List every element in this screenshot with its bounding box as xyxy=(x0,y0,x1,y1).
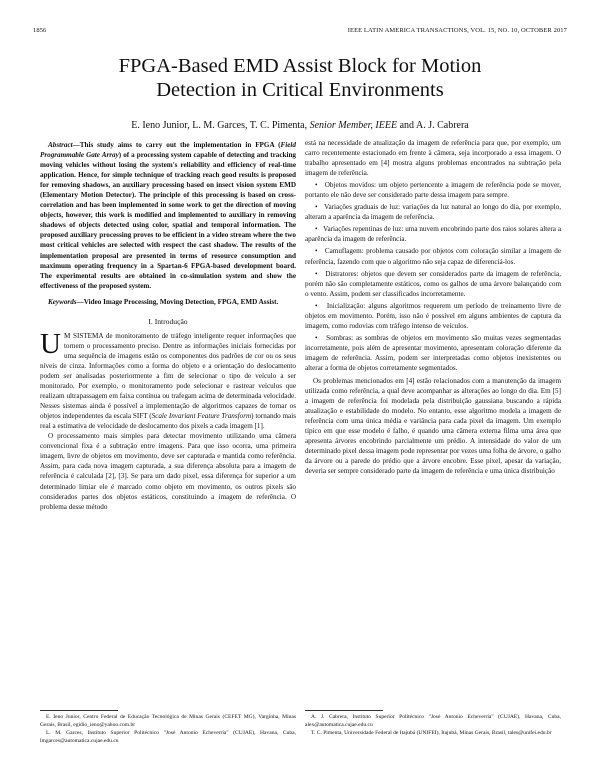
bullet-text: Camuflagem: problema causado por objetos com coloração similar a imagem de referência, fazendo com que o algoritmo não seja capaz de diferenciá-los. xyxy=(305,247,561,266)
authors-part-2: and A. J. Cabrera xyxy=(399,120,469,131)
right-paragraph-1: está na necessidade de atualização da imagem de referência para que, por exemplo, um carro recentemente estacionado em frente à câmera, seja incorporado a essa imagem. O trabalho apresentado em [4] mostra alguns problemas encontrados na subtração pela imagem de referência. xyxy=(305,139,561,178)
bullet-text: Inicialização: alguns algoritmos requerem um período de treinamento livre de objetos em movimento. Porém, isso não é possível em alguns ambientes de captura da imagem, como rodovias com tráfego intenso de veículos. xyxy=(305,301,561,330)
keywords-label: Keywords— xyxy=(48,297,84,306)
abstract-text-1: This study aims to carry out the implementation in FPGA ( xyxy=(79,141,281,149)
footnote-author-affiliation: L. M. Garces, Instituto Superior Politécnico "José Antonio Echeverría" (CUJAE), Havana, Cuba, lmgarces@automatica.cujae.edu.cu xyxy=(40,730,296,744)
bullet-item: • Sombras: as sombras de objetos em movimento são muitas vezes segmentadas incorretamente, pois além de apresentar movimento, apresentam coloração diferente da imagem de referência. Assim, podem ser interpretadas como objetos inexistentes ou alterar a forma de objetos corretamente segmentados. xyxy=(305,333,562,372)
intro-p1-text-a: M SISTEMA de monitoramento de tráfego inteligente requer informações que tornem o processamento preciso. Dentre as informações iniciais fornecidas por uma sequência de imagens estão os componentes dos padrões de cor ou os seus níveis de cinza. Informações como a forma do objeto e a orientação do deslocamento podem ser analisadas posteriormente a fim de selecionar o tipo de veículo a ser monitorado. Por exemplo, o monitoramento pode selecionar e rastrear veículos que realizam ultrapassagem em faixa contínua ou trafegam acima de determinada velocidade. Nesses sistemas ainda é possível a implementação de algoritmos capazes de tornar os objetos independentes da escala SIFT ( xyxy=(40,331,296,421)
right-paragraph-2: Os problemas mencionados em [4] estão relacionados com a manutenção da imagem utilizada como referência, a qual deve acompanhar as alterações ao longo do dia. Em [5] a imagem de referência foi modelada pela distribuição gaussiana buscando a rápida atualização e estabilidade do modelo. No entanto, esse algoritmo modela a imagem de referência com uma única média e variância para cada pixel da imagem. Um exemplo típico em que esse modelo é falho, é quando uma câmera externa filma uma área que apresenta árvores encobrindo parcialmente um prédio. A intensidade do valor de um determinado pixel dessa imagem pode representar por vezes uma folha de árvore, o galho da árvore ou a parede do prédio que a árvore encobre. Esse pixel, apesar da variação, deveria ser sempre considerado parte da imagem de referência e uma única distribuição xyxy=(305,377,561,476)
intro-p1-text-b: ) tornando mais real a estimativa de velocidade de deslocamento dos pixels a cada imagem [1]. xyxy=(40,412,296,431)
abstract-label: Abstract— xyxy=(48,141,80,149)
bullet-item: • Camuflagem: problema causado por objetos com coloração similar a imagem de referência, fazendo com que o algoritmo não seja capaz de diferenciá-los. xyxy=(305,247,561,266)
right-column xyxy=(305,138,561,477)
bullet-text: Objetos movidos: um objeto pertencente a imagem de referência pode se mover, portanto ele não deve ser considerado parte dessa imagem para sempre. xyxy=(305,181,561,200)
footnote-rule xyxy=(305,710,383,711)
abstract-fpga-expansion: Field Programmable Gate Array xyxy=(40,141,296,160)
bullet-item: • Variações graduais de luz: variações da luz natural ao longo do dia, por exemplo, alteram a aparência da imagem de referência. xyxy=(305,203,561,222)
running-header xyxy=(33,27,567,39)
bullet-text: Distratores: objetos que devem ser considerados parte da imagem de referência, porém não são completamente estáticos, como os galhos de uma árvore balançando com o vento. Assim, podem ser classificados incorretamente. xyxy=(305,269,561,298)
keywords-text: Video Image Processing, Moving Detection, FPGA, EMD Assist. xyxy=(83,297,279,306)
footnotes-right xyxy=(305,714,561,739)
footnote-rule xyxy=(40,710,118,711)
left-column xyxy=(40,140,296,512)
bullet-item: • Objetos movidos: um objeto pertencente a imagem de referência pode se mover, portanto ele não deve ser considerado parte dessa imagem para sempre. xyxy=(305,181,561,200)
footnote-author-affiliation: T. C. Pimenta, Universidade Federal de Itajubá (UNIFEI), Itajubá, Minas Gerais, Brasil, tales@unifei.edu.br xyxy=(311,730,552,736)
abstract-text-2: ) of a processing system capable of detecting and tracking moving vehicles without losing the system's reliability and efficiency of real-time application. Hence, for simple technique of tracking reach good results is proposed for removing shadows, an auxiliary processing based on insect vision system EMD (Elementary Motion Detector). The principle of this processing is based on cross-correlation and has been implemented in some work to get the direction of moving objects, however, this work is modified and implemented to auxiliary in removing shadows of objects detected using color, spatial and temporal information. The proposed auxiliary processing proves to be efficient in a video stream where the two most critical vehicles are selected with respect the cast shadow. The results of the implementation proposal are presented in terms of resource consumption and maximum operating frequency in a Spartan-6 FPGA-based development board. The experimental results are obtained in co-simulation system and show the effectiveness of the proposed system. xyxy=(40,151,296,290)
footnotes-left xyxy=(40,714,296,746)
bullet-item: • Variações repentinas de luz: uma nuvem encobrindo parte dos raios solares altera a aparência da imagem de referência. xyxy=(305,225,561,244)
bullet-text: Variações repentinas de luz: uma nuvem encobrindo parte dos raios solares altera a aparência da imagem de referência. xyxy=(305,225,561,244)
author-list xyxy=(40,120,560,131)
bullet-item: • Distratores: objetos que devem ser considerados parte da imagem de referência, porém não são completamente estáticos, como os galhos de uma árvore balançando com o vento. Assim, podem ser classificados incorretamente. xyxy=(305,269,561,298)
bullet-item: • Inicialização: alguns algoritmos requerem um período de treinamento livre de objetos em movimento. Porém, isso não é possível em alguns ambientes de captura da imagem, como rodovias com tráfego intenso de veículos. xyxy=(305,301,561,330)
paper-title xyxy=(40,54,560,102)
drop-cap: U xyxy=(40,327,61,360)
abstract xyxy=(40,140,296,291)
footnote-author-affiliation: E. Ieno Junior, Centro Federal de Educação Tecnológica de Minas Gerais (CEFET MG), Varginha, Minas Gerais, Brasil, egidio_ieno@yahoo.com.br xyxy=(40,714,296,728)
page-number: 1856 xyxy=(33,27,47,34)
title-line-1: FPGA-Based EMD Assist Block for Motion xyxy=(118,55,482,77)
intro-paragraph-2: O processamento mais simples para detectar movimento utilizando uma câmera convencional fixa é a subtração entre imagens. Para que isso ocorra, uma primeira imagem, livre de objetos em movimento, deve ser capturada e mantida como referência. Assim, para cada nova imagem capturada, a sua diferença absoluta para a imagem de referência é calculada [2], [3]. Se para um dado pixel, essa diferença for superior a um determinado limiar ele é marcado como objeto em movimento, os outros pixels são considerados partes dos objetos estáticos, constituindo a imagem de referência. O problema desse método xyxy=(40,432,296,511)
bullet-text: Sombras: as sombras de objetos em movimento são muitas vezes segmentadas incorretamente, pois além de apresentar movimento, apresentam coloração diferente da imagem de referência. Assim, podem ser interpretadas como objetos inexistentes ou alterar a forma de objetos corretamente segmentados. xyxy=(305,333,562,372)
title-line-2: Detection in Critical Environments xyxy=(156,79,444,101)
journal-name: IEEE LATIN AMERICA TRANSACTIONS, VOL. 15, NO. 10, OCTOBER 2017 xyxy=(347,27,567,34)
intro-paragraph-1 xyxy=(40,327,296,431)
keywords xyxy=(40,297,296,307)
bullet-text: Variações graduais de luz: variações da luz natural ao longo do dia, por exemplo, alteram a aparência da imagem de referência. xyxy=(305,203,561,222)
intro-p1-italic: Scale Invariant Feature Transform xyxy=(151,412,252,421)
footnote-author-affiliation: A. J. Cabrera, Instituto Superior Politécnico "José Antonio Echeverría" (CUJAE), Havana, Cuba, alex@automatica.cujae.edu.cu xyxy=(305,714,561,728)
authors-part-1: E. Ieno Junior, L. M. Garces, T. C. Pimenta, xyxy=(131,120,308,131)
author-role: Senior Member, IEEE xyxy=(309,120,398,131)
section-heading-introduction: I. Introdução xyxy=(148,316,188,326)
